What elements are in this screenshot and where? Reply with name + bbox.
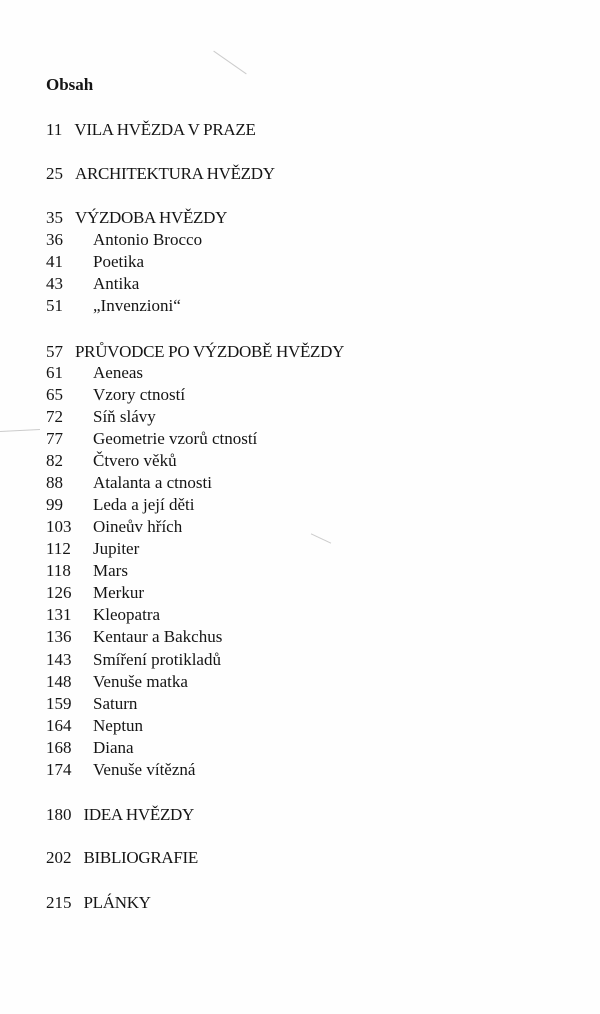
toc-subentry [46, 716, 144, 736]
toc-subentry [46, 363, 144, 383]
entry-title: Leda a její děti [93, 495, 195, 514]
entry-title: Antonio Brocco [93, 230, 203, 249]
toc-subentry [46, 495, 195, 515]
toc-subentry [46, 385, 186, 405]
page-number: 88 [46, 473, 63, 492]
entry-title: PRŮVODCE PO VÝZDOBĚ HVĚZDY [75, 342, 345, 361]
toc-subentry [46, 517, 183, 537]
page-number: 174 [46, 760, 72, 779]
toc-section-entry [46, 805, 194, 825]
page-number: 35 [46, 208, 63, 227]
toc-section-entry [46, 164, 275, 184]
scan-artifact [311, 533, 331, 543]
page-number: 43 [46, 274, 63, 293]
entry-title: Aeneas [93, 363, 144, 382]
entry-title: Merkur [93, 583, 144, 602]
toc-heading: Obsah [46, 75, 94, 94]
entry-title: Poetika [93, 252, 144, 271]
entry-title: Kleopatra [93, 605, 161, 624]
scan-artifact [213, 51, 246, 75]
entry-title: Geometrie vzorů ctností [93, 429, 258, 448]
entry-title: Antika [93, 274, 140, 293]
toc-section-entry [46, 120, 256, 140]
page-number: 131 [46, 605, 72, 624]
page-number: 41 [46, 252, 63, 271]
toc-subentry [46, 760, 196, 780]
toc-subentry [46, 650, 221, 670]
page-number: 126 [46, 583, 72, 602]
entry-title: IDEA HVĚZDY [83, 805, 194, 824]
entry-title: PLÁNKY [83, 893, 151, 912]
page-number: 136 [46, 627, 72, 646]
entry-title: Jupiter [93, 539, 140, 558]
page-number: 11 [46, 120, 63, 139]
toc-subentry [46, 605, 161, 625]
entry-title: Neptun [93, 716, 144, 735]
page-number: 148 [46, 672, 72, 691]
entry-title: Oineův hřích [93, 517, 183, 536]
entry-title: Mars [93, 561, 128, 580]
toc-section-entry [46, 848, 198, 868]
toc-subentry [46, 627, 223, 647]
toc-subentry [46, 296, 181, 316]
page-number: 61 [46, 363, 63, 382]
page-number: 180 [46, 805, 72, 824]
page-number: 36 [46, 230, 63, 249]
page-number: 159 [46, 694, 72, 713]
entry-title: Atalanta a ctnosti [93, 473, 212, 492]
entry-title: Saturn [93, 694, 138, 713]
entry-title: Síň slávy [93, 407, 156, 426]
entry-title: Diana [93, 738, 134, 757]
page-number: 99 [46, 495, 63, 514]
page-number: 202 [46, 848, 72, 867]
toc-subentry [46, 694, 138, 714]
page-number: 57 [46, 342, 63, 361]
entry-title: Čtvero věků [93, 451, 177, 470]
toc-subentry [46, 230, 203, 250]
toc-subentry [46, 539, 140, 559]
entry-title: VILA HVĚZDA V PRAZE [74, 120, 256, 139]
entry-title: Venuše vítězná [93, 760, 196, 779]
page-number: 65 [46, 385, 63, 404]
toc-subentry [46, 583, 144, 603]
toc-section-entry [46, 208, 227, 228]
page-number: 25 [46, 164, 63, 183]
page-number: 103 [46, 517, 72, 536]
page-number: 51 [46, 296, 63, 315]
entry-title: Smíření protikladů [93, 650, 221, 669]
page-number: 118 [46, 561, 71, 580]
page-number: 164 [46, 716, 72, 735]
toc-subentry [46, 473, 212, 493]
toc-subentry [46, 407, 156, 427]
page-number: 82 [46, 451, 63, 470]
toc-subentry [46, 429, 258, 449]
scan-artifact [0, 429, 40, 432]
toc-subentry [46, 561, 128, 581]
toc-subentry [46, 672, 188, 692]
toc-subentry [46, 451, 177, 471]
entry-title: Venuše matka [93, 672, 188, 691]
entry-title: ARCHITEKTURA HVĚZDY [75, 164, 275, 183]
page-number: 72 [46, 407, 63, 426]
entry-title: „Invenzioni“ [93, 296, 181, 315]
entry-title: Vzory ctností [93, 385, 186, 404]
page-number: 215 [46, 893, 72, 912]
page-number: 77 [46, 429, 63, 448]
entry-title: BIBLIOGRAFIE [83, 848, 198, 867]
toc-section-entry [46, 342, 344, 362]
entry-title: Kentaur a Bakchus [93, 627, 223, 646]
page-number: 112 [46, 539, 71, 558]
entry-title: VÝZDOBA HVĚZDY [75, 208, 228, 227]
toc-section-entry [46, 893, 151, 913]
toc-subentry [46, 274, 140, 294]
toc-subentry [46, 738, 134, 758]
page-number: 143 [46, 650, 72, 669]
toc-subentry [46, 252, 144, 272]
page-number: 168 [46, 738, 72, 757]
